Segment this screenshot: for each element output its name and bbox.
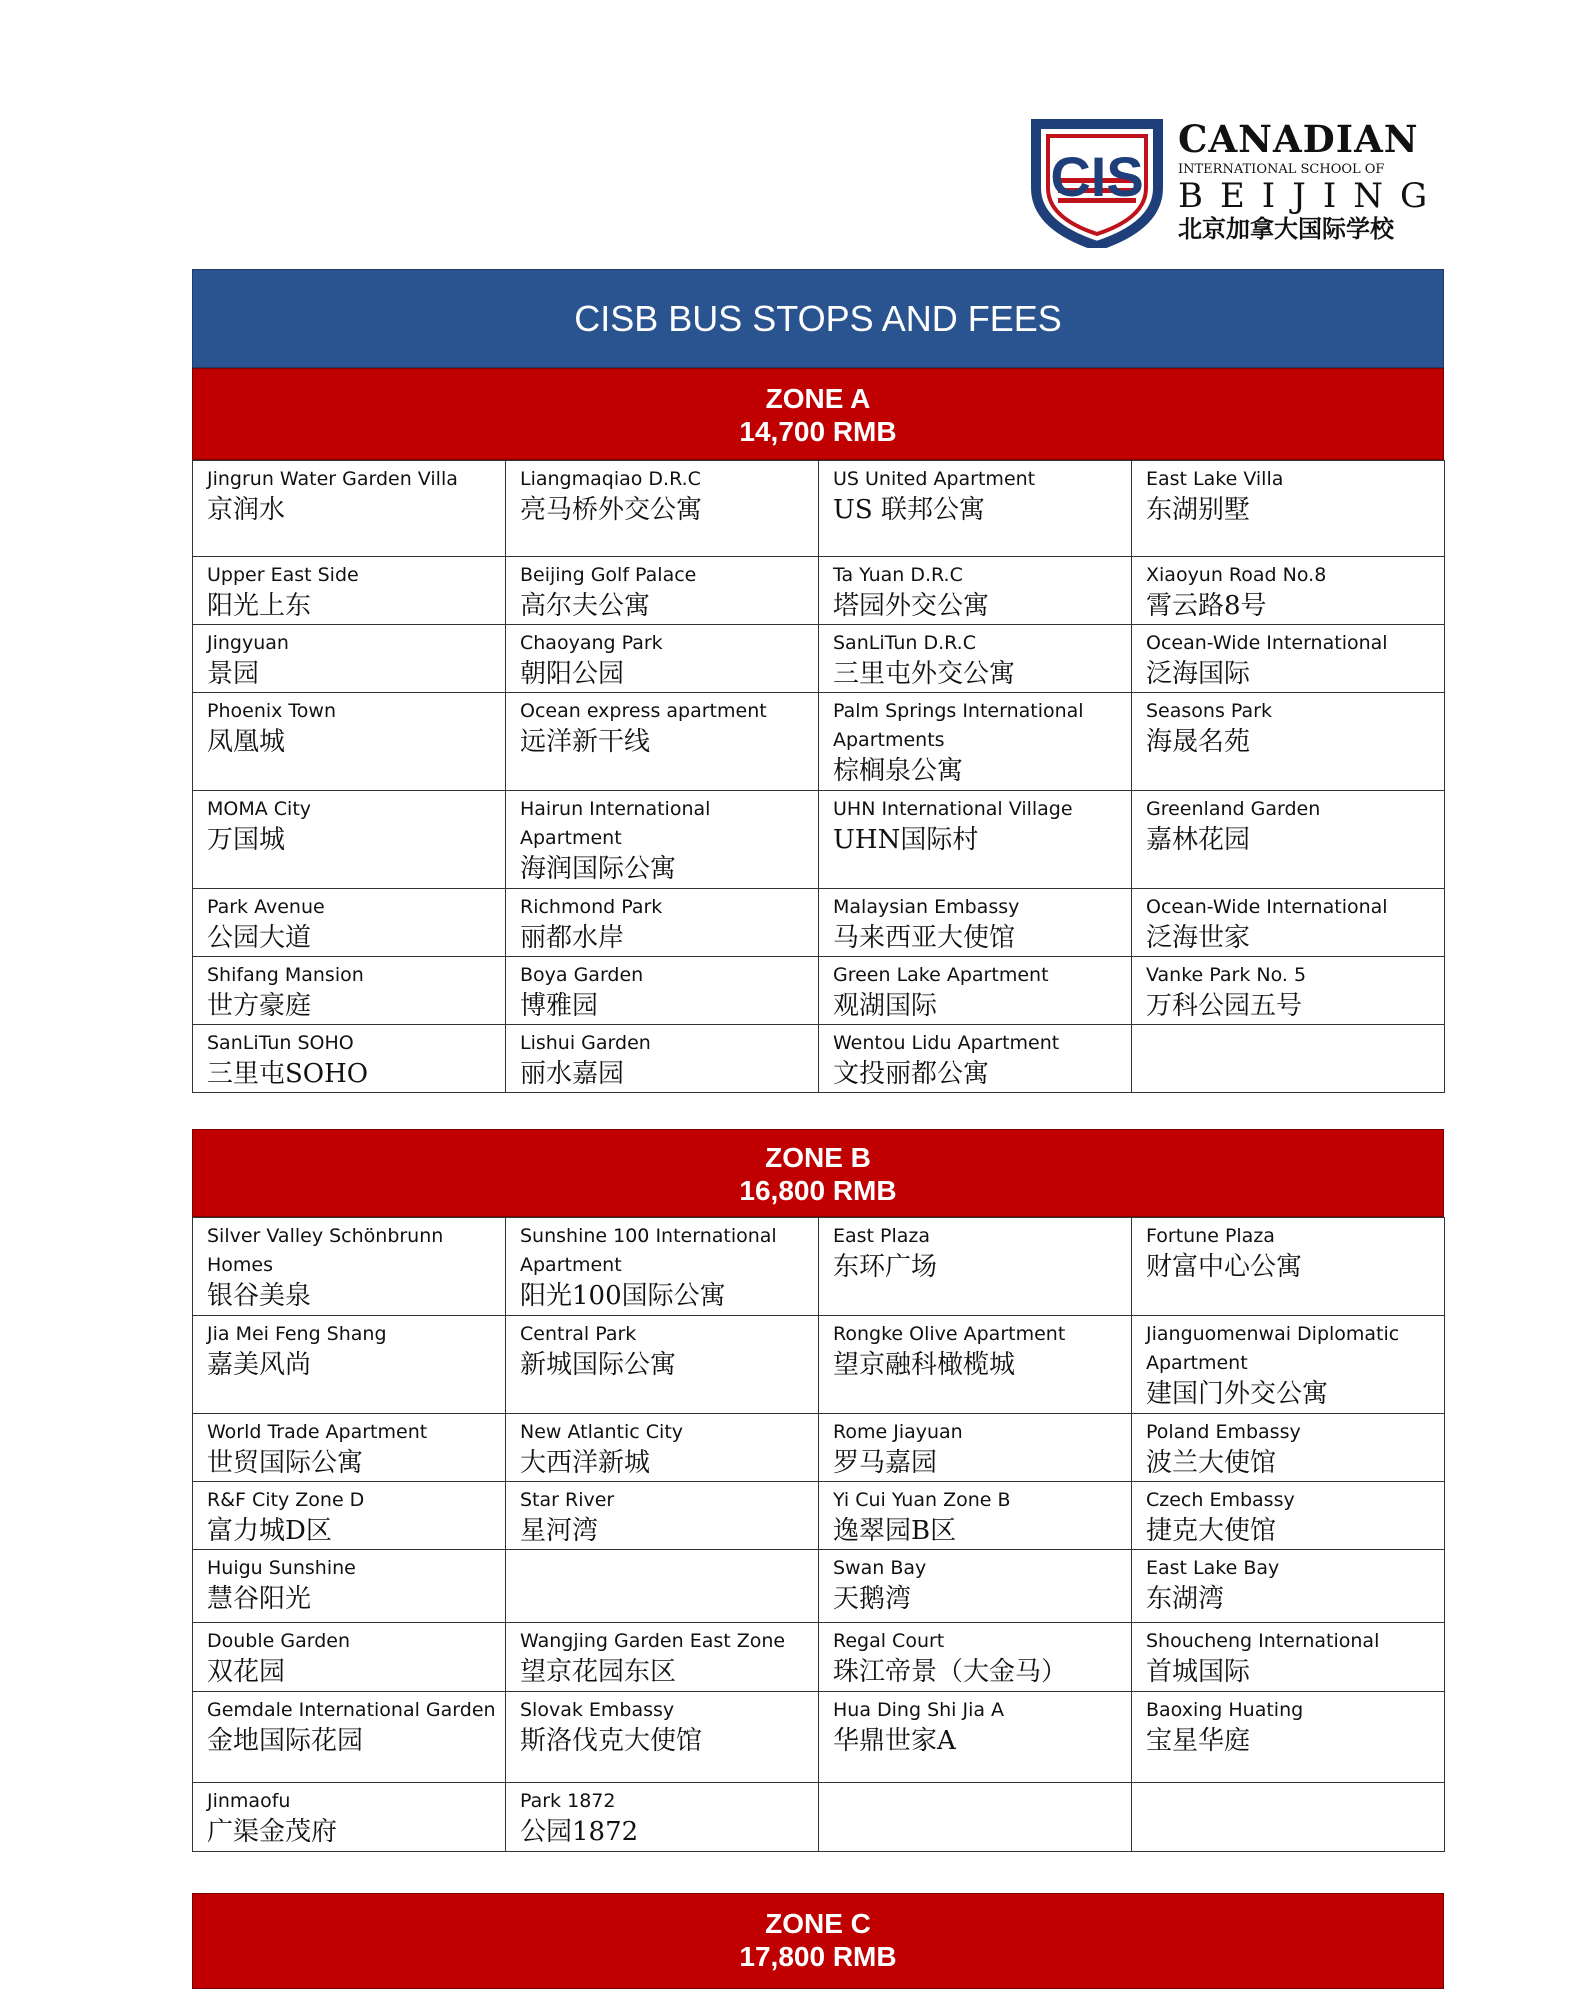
bus-stop-cell <box>1132 693 1445 791</box>
bus-stop-cell <box>1132 625 1445 693</box>
stop-name-chinese: 新城国际公寓 <box>520 1350 677 1380</box>
stop-name-english: Xiaoyun Road No.8 <box>1146 564 1327 586</box>
stop-name-english: Central Park <box>520 1323 637 1345</box>
stop-name-english: Ocean express apartment <box>520 700 767 722</box>
bus-stop-cell <box>506 693 819 791</box>
stop-name-chinese: 嘉林花园 <box>1146 825 1251 855</box>
bus-stop-cell <box>1132 1414 1445 1482</box>
stop-name-english: Sunshine 100 International Apartment <box>520 1225 777 1276</box>
stop-name-english: Boya Garden <box>520 964 644 986</box>
logo-line-canadian: CANADIAN <box>1178 117 1419 161</box>
zone-a-section <box>192 368 1444 1093</box>
stop-name-english: Jinmaofu <box>207 1790 291 1812</box>
stop-name-chinese: 万国城 <box>207 825 286 855</box>
stop-name-english: Green Lake Apartment <box>833 964 1049 986</box>
stop-name-english: Palm Springs International Apartments <box>833 700 1084 751</box>
stop-name-english: Park 1872 <box>520 1790 616 1812</box>
stop-name-english: Ocean-Wide International <box>1146 632 1388 654</box>
bus-stop-cell <box>819 625 1132 693</box>
stop-name-english: East Lake Bay <box>1146 1557 1280 1579</box>
zone-fee: 17,800 RMB <box>739 1941 897 1972</box>
zone-b-section <box>192 1129 1444 1852</box>
stop-name-chinese: 朝阳公园 <box>520 659 625 689</box>
bus-stop-cell <box>193 791 506 889</box>
stop-name-english: SanLiTun D.R.C <box>833 632 976 654</box>
stop-name-chinese: 慧谷阳光 <box>207 1584 312 1614</box>
zone-c-header <box>192 1893 1444 1989</box>
stop-name-chinese: 棕榈泉公寓 <box>833 756 964 786</box>
stop-name-chinese: 斯洛伐克大使馆 <box>520 1726 703 1756</box>
bus-stop-cell <box>193 1218 506 1316</box>
stop-name-chinese: 观湖国际 <box>833 991 938 1021</box>
zone-b-header <box>192 1129 1444 1217</box>
stop-name-english: Poland Embassy <box>1146 1421 1301 1443</box>
stop-name-chinese: 金地国际花园 <box>207 1726 364 1756</box>
stop-name-english: Swan Bay <box>833 1557 927 1579</box>
bus-stop-cell <box>1132 1550 1445 1623</box>
stop-name-english: Rongke Olive Apartment <box>833 1323 1066 1345</box>
bus-stop-cell <box>193 1623 506 1692</box>
stop-name-english: Yi Cui Yuan Zone B <box>833 1489 1011 1511</box>
zone-name: ZONE A <box>765 383 871 414</box>
table-row <box>193 957 1445 1025</box>
stop-name-chinese: 天鹅湾 <box>833 1584 912 1614</box>
stop-name-chinese: 东湖湾 <box>1146 1584 1225 1614</box>
zone-name: ZONE C <box>765 1908 871 1939</box>
table-row <box>193 625 1445 693</box>
zone-fee: 14,700 RMB <box>739 416 897 447</box>
table-row <box>193 889 1445 957</box>
stop-name-chinese: 公园1872 <box>520 1817 639 1847</box>
table-row <box>193 1623 1445 1692</box>
stop-name-english: Upper East Side <box>207 564 359 586</box>
stop-name-english: Vanke Park No. 5 <box>1146 964 1307 986</box>
logo-line-beijing: BEIJING <box>1178 176 1445 216</box>
bus-stop-cell <box>193 1550 506 1623</box>
bus-stop-cell <box>193 1316 506 1414</box>
bus-stop-cell <box>506 461 819 557</box>
stop-name-chinese: 罗马嘉园 <box>833 1448 938 1478</box>
bus-stop-cell <box>819 1692 1132 1783</box>
stop-name-chinese: 捷克大使馆 <box>1146 1516 1277 1546</box>
bus-stop-cell <box>1132 461 1445 557</box>
bus-stop-cell <box>1132 557 1445 625</box>
table-row <box>193 1316 1445 1414</box>
stop-name-chinese: 文投丽都公寓 <box>833 1059 990 1089</box>
bus-stop-cell <box>819 1783 1132 1852</box>
bus-stop-cell <box>1132 1623 1445 1692</box>
stop-name-english: Ta Yuan D.R.C <box>833 564 963 586</box>
cis-emblem-icon <box>1028 118 1166 248</box>
bus-stop-cell <box>506 1414 819 1482</box>
stop-name-english: Jianguomenwai Diplomatic Apartment <box>1146 1323 1400 1374</box>
stop-name-english: Park Avenue <box>207 896 325 918</box>
stop-name-english: Hua Ding Shi Jia A <box>833 1699 1005 1721</box>
stop-name-english: Chaoyang Park <box>520 632 663 654</box>
stop-name-chinese: 望京花园东区 <box>520 1657 677 1687</box>
bus-stop-cell <box>506 957 819 1025</box>
bus-stop-cell <box>819 1482 1132 1550</box>
bus-stop-cell <box>506 1025 819 1093</box>
bus-stop-cell <box>506 1218 819 1316</box>
stop-name-chinese: 博雅园 <box>520 991 599 1021</box>
table-row <box>193 1550 1445 1623</box>
stop-name-english: Double Garden <box>207 1630 351 1652</box>
bus-stop-cell <box>193 889 506 957</box>
page-title: CISB BUS STOPS AND FEES <box>192 269 1444 368</box>
stop-name-chinese: 广渠金茂府 <box>207 1817 338 1847</box>
stop-name-english: Silver Valley Schönbrunn Homes <box>207 1225 444 1276</box>
stop-name-english: Greenland Garden <box>1146 798 1321 820</box>
stop-name-chinese: 东湖别墅 <box>1146 495 1251 525</box>
table-row <box>193 1692 1445 1783</box>
stop-name-english: Fortune Plaza <box>1146 1225 1275 1247</box>
stop-name-english: Star River <box>520 1489 615 1511</box>
bus-stop-cell <box>819 461 1132 557</box>
stop-name-english: Richmond Park <box>520 896 663 918</box>
stop-name-chinese: 霄云路8号 <box>1146 591 1267 621</box>
table-row <box>193 1218 1445 1316</box>
stop-name-english: Lishui Garden <box>520 1032 651 1054</box>
bus-stop-cell <box>193 557 506 625</box>
stop-name-chinese: 财富中心公寓 <box>1146 1252 1303 1282</box>
stop-name-chinese: 马来西亚大使馆 <box>833 923 1016 953</box>
table-row <box>193 693 1445 791</box>
stop-name-english: Baoxing Huating <box>1146 1699 1304 1721</box>
bus-stop-cell <box>193 1692 506 1783</box>
bus-stop-cell <box>1132 1482 1445 1550</box>
stop-name-english: Malaysian Embassy <box>833 896 1020 918</box>
bus-stop-cell <box>193 1482 506 1550</box>
stop-name-chinese: 星河湾 <box>520 1516 599 1546</box>
stop-name-chinese: 逸翠园B区 <box>833 1516 957 1546</box>
bus-stop-cell <box>1132 889 1445 957</box>
stop-name-chinese: 双花园 <box>207 1657 286 1687</box>
bus-stop-cell <box>506 1692 819 1783</box>
zone-name: ZONE B <box>765 1142 871 1173</box>
table-row <box>193 1783 1445 1852</box>
zone-c-section <box>192 1893 1444 1989</box>
zone-a-stops-table <box>192 460 1445 1093</box>
bus-stop-cell <box>193 461 506 557</box>
stop-name-english: New Atlantic City <box>520 1421 684 1443</box>
table-row <box>193 557 1445 625</box>
stop-name-english: UHN International Village <box>833 798 1073 820</box>
bus-stop-cell <box>506 1316 819 1414</box>
stop-name-chinese: 阳光100国际公寓 <box>520 1281 726 1311</box>
stop-name-chinese: 东环广场 <box>833 1252 938 1282</box>
stop-name-chinese: 嘉美风尚 <box>207 1350 312 1380</box>
stop-name-chinese: 建国门外交公寓 <box>1146 1379 1329 1409</box>
bus-stop-cell <box>1132 1316 1445 1414</box>
table-row <box>193 1025 1445 1093</box>
bus-stop-cell <box>193 957 506 1025</box>
stop-name-chinese: 远洋新干线 <box>520 727 651 757</box>
stop-name-english: US United Apartment <box>833 468 1036 490</box>
stop-name-chinese: 泛海世家 <box>1146 923 1251 953</box>
stop-name-english: Jia Mei Feng Shang <box>207 1323 387 1345</box>
stop-name-english: East Plaza <box>833 1225 931 1247</box>
stop-name-english: World Trade Apartment <box>207 1421 428 1443</box>
stop-name-chinese: 丽水嘉园 <box>520 1059 625 1089</box>
stop-name-chinese: 波兰大使馆 <box>1146 1448 1277 1478</box>
bus-stop-cell <box>506 1623 819 1692</box>
stop-name-english: Wangjing Garden East Zone <box>520 1630 786 1652</box>
stop-name-chinese: 三里屯SOHO <box>207 1059 369 1089</box>
stop-name-chinese: 公园大道 <box>207 923 312 953</box>
bus-stop-cell <box>819 791 1132 889</box>
table-row <box>193 791 1445 889</box>
stop-name-chinese: 富力城D区 <box>207 1516 332 1546</box>
stop-name-english: East Lake Villa <box>1146 468 1284 490</box>
stop-name-english: Ocean-Wide International <box>1146 896 1388 918</box>
stop-name-english: Huigu Sunshine <box>207 1557 356 1579</box>
bus-stop-cell <box>506 1783 819 1852</box>
bus-stop-cell <box>819 1623 1132 1692</box>
stop-name-chinese: 华鼎世家A <box>833 1726 956 1756</box>
stop-name-english: Hairun International Apartment <box>520 798 711 849</box>
stop-name-english: Wentou Lidu Apartment <box>833 1032 1060 1054</box>
stop-name-english: Regal Court <box>833 1630 945 1652</box>
bus-stop-cell <box>1132 1692 1445 1783</box>
school-logo <box>1028 117 1445 248</box>
stop-name-chinese: 景园 <box>207 659 260 689</box>
bus-stop-cell <box>819 1550 1132 1623</box>
stop-name-english: Rome Jiayuan <box>833 1421 963 1443</box>
stop-name-chinese: 凤凰城 <box>207 727 286 757</box>
stop-name-chinese: 世方豪庭 <box>207 991 312 1021</box>
bus-stop-cell <box>193 625 506 693</box>
bus-stop-cell <box>819 1218 1132 1316</box>
bus-stop-cell <box>193 1783 506 1852</box>
stop-name-chinese: 阳光上东 <box>207 591 312 621</box>
stop-name-english: Czech Embassy <box>1146 1489 1295 1511</box>
stop-name-english: Phoenix Town <box>207 700 337 722</box>
logo-line-chinese: 北京加拿大国际学校 <box>1178 215 1394 243</box>
bus-stop-cell <box>506 791 819 889</box>
stop-name-chinese: 海晟名苑 <box>1146 727 1251 757</box>
stop-name-english: Jingrun Water Garden Villa <box>207 468 458 490</box>
stop-name-chinese: 宝星华庭 <box>1146 1726 1251 1756</box>
stop-name-chinese: 珠江帝景（大金马） <box>833 1657 1068 1687</box>
bus-stop-cell <box>819 889 1132 957</box>
stop-name-chinese: 银谷美泉 <box>207 1281 312 1311</box>
bus-stop-cell <box>506 1550 819 1623</box>
stop-name-english: MOMA City <box>207 798 312 820</box>
bus-stop-cell <box>819 1316 1132 1414</box>
stop-name-english: Jingyuan <box>207 632 289 654</box>
bus-stop-cell <box>1132 1025 1445 1093</box>
bus-stop-cell <box>193 1414 506 1482</box>
stop-name-english: Seasons Park <box>1146 700 1272 722</box>
stop-name-chinese: 塔园外交公寓 <box>833 591 990 621</box>
stop-name-chinese: US 联邦公寓 <box>833 495 985 525</box>
zone-b-stops-table <box>192 1217 1445 1852</box>
stop-name-chinese: 海润国际公寓 <box>520 854 677 884</box>
bus-stop-cell <box>819 693 1132 791</box>
stop-name-chinese: 亮马桥外交公寓 <box>520 495 703 525</box>
bus-stop-cell <box>819 1025 1132 1093</box>
stop-name-chinese: 京润水 <box>207 495 286 525</box>
stop-name-chinese: 首城国际 <box>1146 1657 1251 1687</box>
stop-name-english: Liangmaqiao D.R.C <box>520 468 701 490</box>
bus-stop-cell <box>1132 957 1445 1025</box>
bus-stop-cell <box>506 625 819 693</box>
stop-name-english: Shoucheng International <box>1146 1630 1380 1652</box>
stop-name-english: Gemdale International Garden <box>207 1699 496 1721</box>
stop-name-chinese: 大西洋新城 <box>520 1448 651 1478</box>
bus-stop-cell <box>1132 791 1445 889</box>
bus-stop-cell <box>819 1414 1132 1482</box>
bus-stop-cell <box>819 957 1132 1025</box>
stop-name-chinese: 三里屯外交公寓 <box>833 659 1016 689</box>
bus-stop-cell <box>1132 1783 1445 1852</box>
bus-stop-cell <box>506 557 819 625</box>
stop-name-chinese: 世贸国际公寓 <box>207 1448 364 1478</box>
stop-name-chinese: UHN国际村 <box>833 825 979 855</box>
stop-name-chinese: 丽都水岸 <box>520 923 625 953</box>
stop-name-english: Beijing Golf Palace <box>520 564 697 586</box>
logo-line-international: INTERNATIONAL SCHOOL OF <box>1178 162 1385 177</box>
table-row <box>193 461 1445 557</box>
stop-name-english: Shifang Mansion <box>207 964 364 986</box>
bus-stop-cell <box>819 557 1132 625</box>
stop-name-chinese: 望京融科橄榄城 <box>833 1350 1016 1380</box>
bus-stop-cell <box>193 1025 506 1093</box>
table-row <box>193 1482 1445 1550</box>
zone-a-header <box>192 368 1444 460</box>
bus-stop-cell <box>193 693 506 791</box>
stop-name-english: R&F City Zone D <box>207 1489 365 1511</box>
table-row <box>193 1414 1445 1482</box>
stop-name-chinese: 万科公园五号 <box>1146 991 1303 1021</box>
bus-stop-cell <box>1132 1218 1445 1316</box>
stop-name-english: SanLiTun SOHO <box>207 1032 354 1054</box>
stop-name-english: Slovak Embassy <box>520 1699 675 1721</box>
stop-name-chinese: 泛海国际 <box>1146 659 1251 689</box>
bus-stop-cell <box>506 889 819 957</box>
bus-stop-cell <box>506 1482 819 1550</box>
stop-name-chinese: 高尔夫公寓 <box>520 591 651 621</box>
zone-fee: 16,800 RMB <box>739 1175 897 1206</box>
emblem-text: CIS <box>1050 145 1144 208</box>
